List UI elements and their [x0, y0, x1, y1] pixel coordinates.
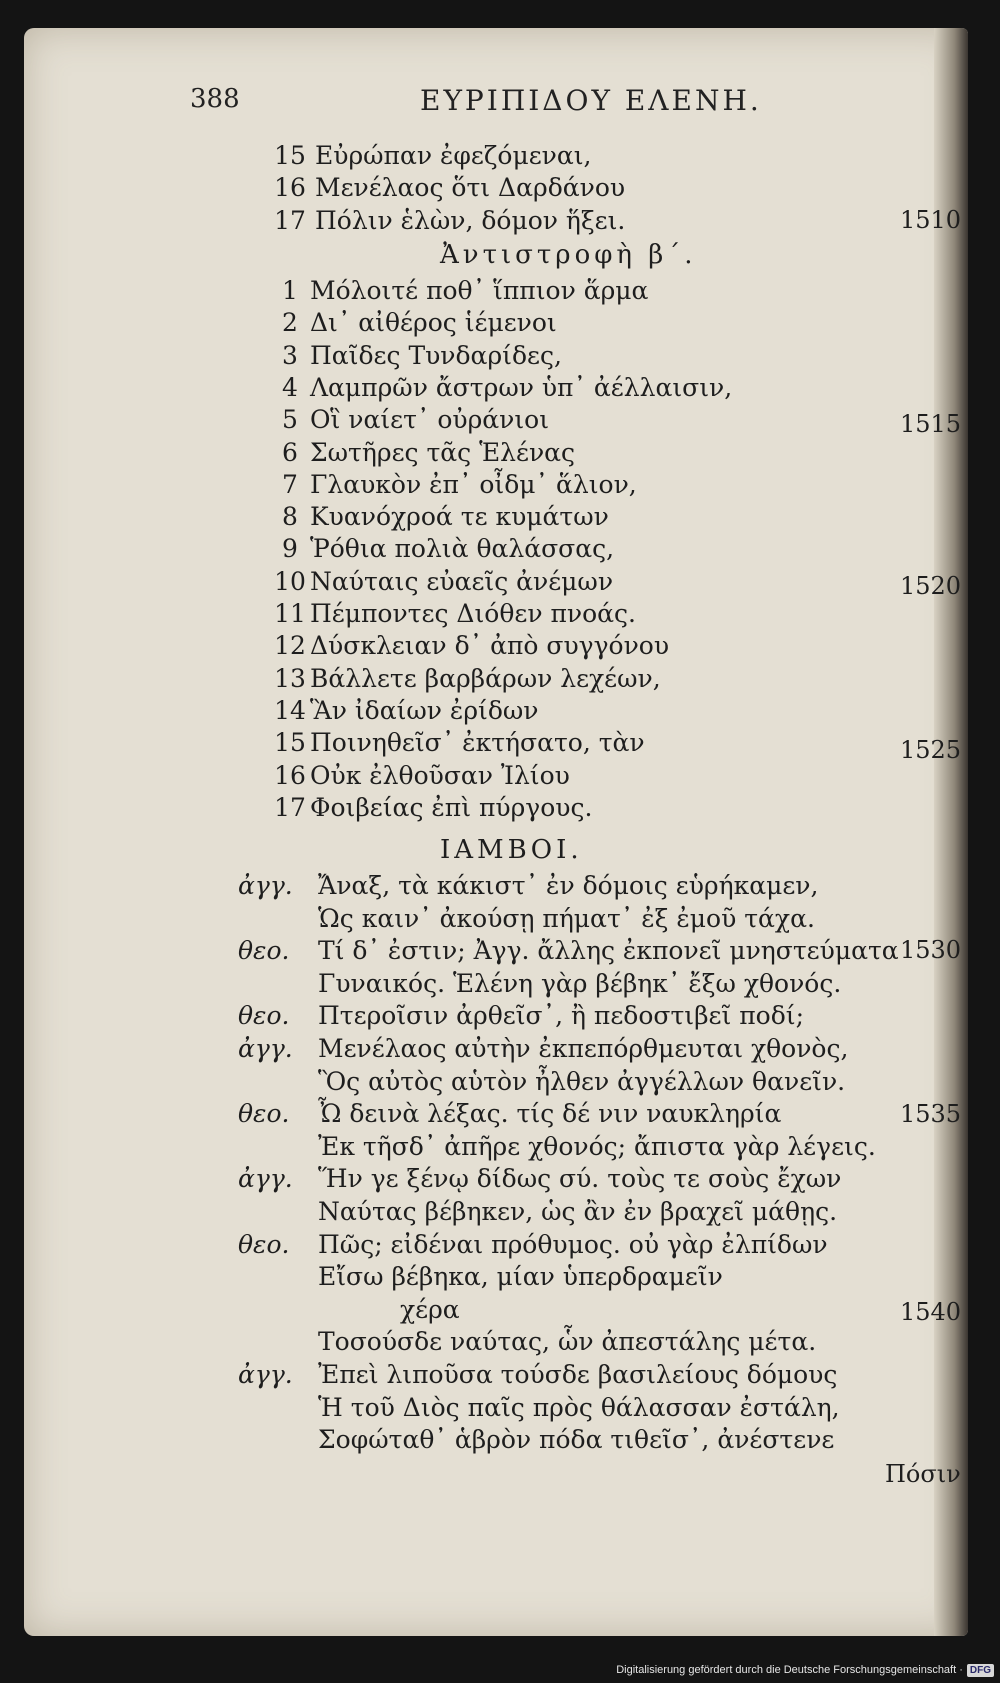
iamboi-heading: ΙΑΜΒΟΙ. — [440, 835, 583, 865]
dialogue-text: Ἐπεὶ λιποῦσα τούσδε βασιλείους δόμους — [318, 1360, 838, 1389]
verse-text: Φοιβείας ἐπὶ πύργους. — [310, 792, 593, 822]
speaker-label: ἀγγ. — [238, 1164, 293, 1194]
dfg-logo: DFG — [967, 1664, 994, 1677]
verse-text: Λαμπρῶν ἄστρων ὑπ᾽ ἀέλλαισιν, — [310, 372, 733, 402]
line-number: 10 — [274, 566, 306, 596]
line-number: 14 — [274, 695, 306, 725]
verse-text: Κυανόχροά τε κυμάτων — [310, 502, 609, 532]
dialogue-text: Ὃς αὐτὸς αὑτὸν ἦλθεν ἀγγέλλων θανεῖν. — [318, 1066, 846, 1096]
dialogue-text: Ἄναξ, τὰ κάκιστ᾽ ἐν δόμοις εὑρήκαμεν, — [318, 871, 819, 900]
line-number: 1 — [282, 276, 298, 305]
margin-line-count: 1535 — [900, 1100, 962, 1128]
speaker-label: θεο. — [238, 1001, 290, 1031]
line-number: 15 — [274, 141, 306, 170]
dialogue-text: Ναύτας βέβηκεν, ὡς ἂν ἐν βραχεῖ μάθῃς. — [318, 1197, 838, 1226]
verse-text: Ῥόθια πολιὰ θαλάσσας, — [310, 534, 615, 564]
speaker-label: θεο. — [238, 1099, 290, 1129]
dialogue-text: Ὡς καιν᾽ ἀκούσῃ πήματ᾽ ἐξ ἐμοῦ τάχα. — [318, 903, 815, 933]
line-number: 2 — [282, 308, 298, 338]
margin-line-count: 1540 — [900, 1298, 962, 1326]
dialogue-text: Τοσούσδε ναύτας, ὧν ἀπεστάλης μέτα. — [318, 1327, 817, 1357]
verse-text: Βάλλετε βαρβάρων λεχέων, — [310, 663, 661, 693]
line-number: 8 — [282, 502, 298, 532]
speaker-label: θεο. — [238, 936, 290, 966]
page-number: 388 — [190, 84, 240, 114]
footer-credit — [616, 1660, 994, 1680]
line-number: 17 — [274, 792, 306, 822]
line-number: 16 — [274, 760, 306, 790]
margin-line-count: 1525 — [900, 736, 962, 764]
verse-text: Πόλιν ἑλὼν, δόμον ἥξει. — [315, 205, 626, 235]
margin-line-count: 1510 — [900, 206, 962, 234]
verse-text: Δι᾽ αἰθέρος ἱέμενοι — [310, 308, 557, 338]
line-number: 17 — [274, 205, 306, 235]
margin-line-count: 1520 — [900, 572, 962, 600]
dialogue-text: χέρα — [400, 1294, 460, 1324]
verse-text: Εὐρώπαν ἐφεζόμεναι, — [315, 141, 592, 170]
dialogue-text: Ἡ τοῦ Διὸς παῖς πρὸς θάλασσαν ἐστάλη, — [318, 1392, 840, 1422]
dialogue-text: Ὦ δεινὰ λέξας. τίς δέ νιν ναυκληρία — [318, 1099, 782, 1129]
verse-text: Γλαυκὸν ἐπ᾽ οἶδμ᾽ ἅλιον, — [310, 469, 637, 499]
verse-text: Ναύταις εὐαεῖς ἀνέμων — [310, 566, 614, 596]
dialogue-text: Ἐκ τῆσδ᾽ ἀπῆρε χθονός; ἄπιστα γὰρ λέγεις. — [318, 1131, 876, 1161]
dialogue-text: Γυναικός. Ἑλένη γὰρ βέβηκ᾽ ἔξω χθονός. — [318, 968, 842, 998]
verse-text: Πέμποντες Διόθεν πνοάς. — [310, 599, 636, 628]
dialogue-text: Μενέλαος αὐτὴν ἐκπεπόρθμευται χθονὸς, — [318, 1034, 849, 1063]
verse-text: Οἳ ναίετ᾽ οὐράνιοι — [310, 405, 550, 435]
page-spine-shadow — [934, 28, 968, 1636]
speaker-label: ἀγγ. — [238, 871, 293, 900]
margin-line-count: 1515 — [900, 410, 962, 438]
antistrophe-heading: Ἀντιστροφὴ β΄. — [440, 240, 697, 270]
line-number: 16 — [274, 173, 306, 203]
line-number: 5 — [282, 405, 298, 435]
speaker-label: ἀγγ. — [238, 1034, 293, 1063]
line-number: 9 — [282, 534, 298, 564]
line-number: 12 — [274, 631, 306, 661]
running-title: ΕΥΡΙΠΙΔΟΥ ΕΛΕΝΗ. — [420, 84, 762, 117]
speaker-label: θεο. — [238, 1229, 290, 1259]
line-number: 6 — [282, 437, 298, 467]
verse-text: Σωτῆρες τᾶς Ἑλένας — [310, 437, 576, 467]
dialogue-text: Πτεροῖσιν ἀρθεῖσ᾽, ἢ πεδοστιβεῖ ποδί; — [318, 1001, 805, 1031]
speaker-label: ἀγγ. — [238, 1360, 293, 1389]
footer-credit-text: Digitalisierung gefördert durch die Deutsche Forschungsgemeinschaft · — [616, 1664, 963, 1676]
dialogue-text: Εἴσω βέβηκα, μίαν ὑπερδραμεῖν — [318, 1262, 723, 1292]
verse-text: Μόλοιτέ ποθ᾽ ἵππιον ἅρμα — [310, 276, 649, 305]
verse-text: Μενέλαος ὅτι Δαρδάνου — [315, 173, 626, 203]
verse-text: Παῖδες Τυνδαρίδες, — [310, 340, 562, 370]
verse-text: Δύσκλειαν δ᾽ ἀπὸ συγγόνου — [310, 631, 670, 661]
dialogue-text: Πῶς; εἰδέναι πρόθυμος. οὐ γὰρ ἐλπίδων — [318, 1229, 828, 1259]
margin-line-count: 1530 — [900, 936, 962, 964]
line-number: 4 — [282, 372, 298, 402]
line-number: 11 — [274, 599, 306, 628]
line-number: 15 — [274, 728, 306, 758]
dialogue-text: Σοφώταθ᾽ ἁβρὸν πόδα τιθεῖσ᾽, ἀνέστενε — [318, 1425, 835, 1455]
catchword: Πόσιν — [885, 1460, 961, 1488]
line-number: 3 — [282, 340, 298, 370]
line-number: 13 — [274, 663, 306, 693]
dialogue-text: Τί δ᾽ ἐστιν; Ἀγγ. ἄλλης ἐκπονεῖ μνηστεύματα — [318, 936, 899, 966]
dialogue-text: Ἥν γε ξένῳ δίδως σύ. τοὺς τε σοὺς ἔχων — [318, 1164, 842, 1194]
verse-text: Οὐκ ἐλθοῦσαν Ἰλίου — [310, 760, 570, 790]
verse-text: Ἃν ἰδαίων ἐρίδων — [310, 695, 539, 725]
verse-text: Ποινηθεῖσ᾽ ἐκτήσατο, τὰν — [310, 728, 645, 758]
line-number: 7 — [282, 469, 298, 499]
